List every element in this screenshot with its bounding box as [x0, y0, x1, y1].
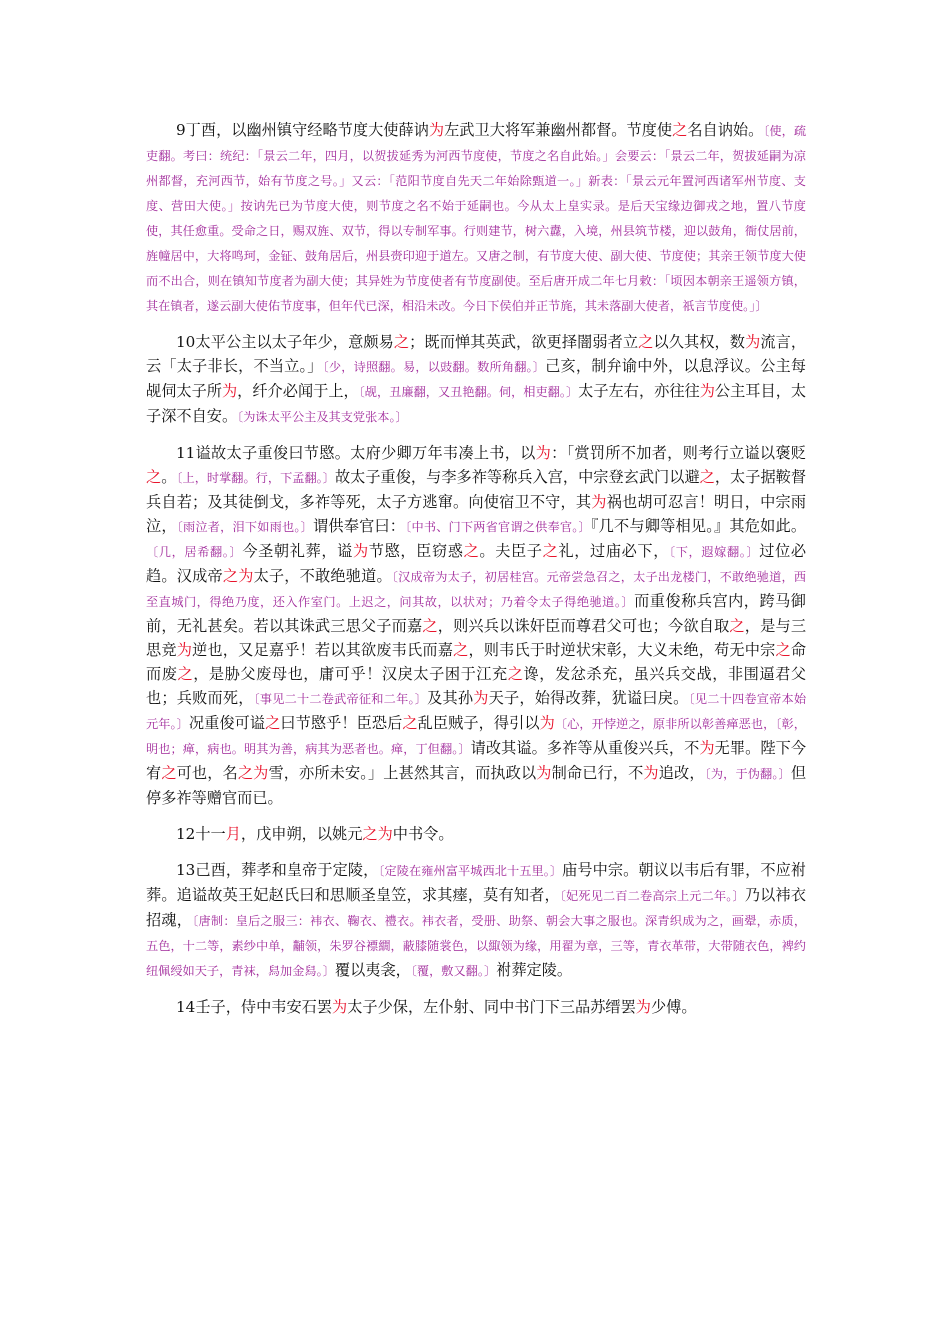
highlighted-char: 为	[428, 121, 445, 139]
main-text: 命而废	[146, 641, 807, 683]
main-text: 谗，发忿杀充，虽兴兵交战，非围逼君父也；兵败而死，	[146, 665, 807, 707]
main-text: 追改，	[658, 764, 705, 782]
highlighted-char: 之	[775, 641, 791, 659]
paragraph-p9	[146, 118, 806, 318]
highlighted-char: 为	[699, 739, 715, 757]
main-text: ，是与三思竞	[146, 617, 807, 659]
main-text: 『几不与卿等相见。』其危如此。	[590, 517, 807, 535]
highlighted-char: 之	[542, 542, 559, 560]
highlighted-char: 之为	[237, 764, 269, 782]
main-text: 己亥，制弁谕中外，以息浮议。公主每觇伺太子所	[146, 357, 806, 400]
main-text: 公主耳目，太子深不自安。	[146, 382, 807, 425]
annotation-note: 〔汉成帝为太子，初居桂宫。元帝尝急召之，太子出龙楼门，不敢绝驰道，西至直城门，得绝乃度，还入作室门。上迟之，问其故，以状对；乃着令太子得绝驰道。〕	[146, 570, 807, 609]
highlighted-char: 为	[539, 714, 555, 732]
highlighted-char: 之	[177, 665, 194, 683]
main-text: 乃以袆衣招魂，	[146, 886, 807, 929]
annotation-note: 〔下，遐嫁翻。〕	[669, 545, 760, 559]
main-text: ：「赏罚所不加者，则考行立谥以褒贬	[551, 444, 807, 462]
highlighted-char: 为	[536, 764, 552, 782]
main-text: ，太子据鞍督兵自若；及其徒倒戈，多祚等死，太子方逃窜。向使宿卫不守，其	[146, 468, 807, 511]
main-text: 9丁酉，以幽州镇守经略节度大使薛讷	[176, 121, 429, 139]
main-text: 流言，云「太子非长，不当立。」	[146, 333, 807, 375]
highlighted-char: 之	[402, 714, 418, 732]
highlighted-char: 之	[463, 542, 480, 560]
main-text: 。	[161, 468, 177, 486]
highlighted-char: 之	[393, 333, 410, 351]
main-text: 可也，名	[176, 764, 238, 782]
main-text: 13己酉，葬孝和皇帝于定陵，	[176, 861, 379, 879]
highlighted-char: 之	[422, 617, 438, 635]
main-text: 少傅。	[650, 998, 697, 1016]
main-text: 及其孙	[427, 689, 474, 707]
highlighted-char: 为	[176, 641, 193, 659]
highlighted-char: 之为	[222, 567, 254, 585]
highlighted-char: 之为	[362, 825, 393, 843]
main-text: ；既而惮其英武，欲更择闇弱者立	[409, 333, 639, 351]
main-text: ，则韦氏于时逆状宋彰，大义未绝，苟无中宗	[468, 641, 776, 659]
main-text: 左武卫大将军兼幽州都督。节度使	[444, 121, 673, 139]
annotation-note: 〔为诛太平公主及其支党张本。〕	[237, 410, 408, 424]
main-text: 况重俊可谥	[188, 714, 266, 732]
annotation-note: 〔几，居希翻。〕	[146, 545, 243, 559]
annotation-note: 〔覆，敷又翻。〕	[410, 964, 497, 978]
paragraph-p13	[146, 858, 806, 983]
main-text: 祸也胡可忍言！明日，中宗雨泣，	[146, 493, 807, 535]
annotation-note: 〔中书、门下两省官谓之供奉官。〕	[405, 520, 591, 534]
annotation-note: 〔妃死见二百二卷高宗上元二年。〕	[559, 889, 745, 903]
highlighted-char: 之	[638, 333, 654, 351]
highlighted-char: 之	[161, 764, 177, 782]
paragraph-p11	[146, 441, 806, 810]
highlighted-char: 为	[473, 689, 489, 707]
highlighted-char: 之	[672, 121, 688, 139]
main-text: 而重俊称兵宫内，跨马御前，无礼甚矣。若以其诛武三思父子而嘉	[146, 592, 806, 635]
main-text: 无罪。陛下今宥	[146, 739, 807, 782]
main-text: 10太平公主以太子年少，意颇易	[176, 333, 394, 351]
main-text: 祔葬定陵。	[496, 961, 573, 979]
highlighted-char: 为	[332, 998, 348, 1016]
annotation-note: 〔唐制：皇后之服三：袆衣、鞠衣、禮衣。袆衣者，受册、助祭、朝会大事之服也。深青织成为之，画翚，赤质，五色，十二等，素纱中单，黼领，朱罗谷褾繝，蔽膝随裳色，以緅领为缘，用翟为章，三等，青衣革带，大带随衣色，裨约纽佩绶如天子，青袜，舄加金舄。〕	[146, 914, 807, 978]
document-body	[146, 118, 806, 1031]
main-text: 乱臣贼子，得引以	[417, 714, 540, 732]
main-text: 太子，不敢绝驰道。	[253, 567, 392, 585]
annotation-note: 〔事见二十二卷武帝征和二年。〕	[253, 692, 428, 706]
main-text: 太子少保，左仆射、同中书门下三品苏缙罢	[347, 998, 636, 1016]
main-text: ，戊申朔，以姚元	[240, 825, 363, 843]
highlighted-char: 为	[699, 382, 715, 400]
main-text: 天子，始得改葬，犹谥曰戾。	[488, 689, 689, 707]
main-text: 曰节愍乎！臣恐后	[280, 714, 403, 732]
main-text: 11谥故太子重俊曰节愍。太府少卿万年韦凑上书，以	[176, 444, 536, 462]
highlighted-char: 为	[635, 998, 651, 1016]
annotation-note: 〔彰，明也；瘅，病也。明其为善，病其为恶者也。瘅，丁但翻。〕	[146, 717, 806, 756]
paragraph-p12	[146, 822, 806, 846]
main-text: 名自讷始。	[687, 121, 764, 139]
main-text: ，纤介必闻于上，	[237, 382, 359, 400]
main-text: 过位必趋。汉成帝	[146, 542, 807, 585]
main-text: 。夫臣子	[479, 542, 543, 560]
highlighted-char: 为	[591, 493, 607, 511]
main-text: 请改其谥。多祚等从重俊兴兵，不	[470, 739, 700, 757]
main-text: 制命已行，不	[551, 764, 644, 782]
main-text: 12十一	[176, 825, 226, 843]
main-text: ，是胁父废母也，庸可乎！汉戾太子困于江充	[193, 665, 508, 683]
main-text: 逆也，又足嘉乎！若以其欲废韦氏而嘉	[192, 641, 454, 659]
annotation-note: 〔定陵在雍州富平城西北十五里。〕	[378, 864, 563, 878]
main-text: 中书令。	[392, 825, 454, 843]
annotation-note: 〔雨泣者，泪下如雨也。〕	[176, 520, 313, 534]
main-text: 14壬子，侍中韦安石罢	[176, 998, 333, 1016]
highlighted-char: 之	[265, 714, 281, 732]
highlighted-char: 之	[507, 665, 524, 683]
highlighted-char: 之	[729, 617, 745, 635]
annotation-note: 〔觇，丑廉翻，又丑艳翻。伺，相吏翻。〕	[358, 385, 579, 399]
highlighted-char: 为	[535, 444, 552, 462]
main-text: 覆以夷衾，	[334, 961, 411, 979]
main-text: ，则兴兵以诛奸臣而尊君父可也；今欲自取	[437, 617, 730, 635]
highlighted-char: 为	[643, 764, 659, 782]
annotation-note: 〔见二十四卷宣帝本始元年。〕	[146, 692, 807, 731]
annotation-note: 〔心，开悖逆之，原非所以彰善瘅恶也，	[554, 717, 776, 731]
annotation-note: 〔使，疏吏翻。考曰：统纪：「景云二年，四月，以贺拔延秀为河西节度使，节度之名自此始。」会要云：「景云二年，贺拔延嗣为凉州都督，充河西节，始有节度之号。」又云：「范阳节度自先天二年始除甄道一。」新表：「景云元年置河西诸军州节度、支度、营田大使。」按讷先已为节度大使，则节度之名不始于延嗣也。今从太上皇实录。是后天宝缘边御戎之地，置八节度使，其任愈重。受命之日，赐双旌、双节，得以专制军事。行则建节，树六纛，入境，州县筑节楼，迎以鼓角，衙仗居前，旌幢居中，大将鸣珂，金钲、鼓角居后，州县赍印迎于道左。又唐之制，有节度大使、副大使、节度使；其亲王领节度大使而不出合，则在镇知节度者为副大使；其异姓为节度使者有节度副使。至后唐开成二年七月敕：「顷因本朝亲王遥领方镇，其在镇者，遂云副大使佑节度事，但年代已深，相沿未改。今日下侯伯并正节旄，其未落副大使者，祇言节度使。」〕	[146, 124, 807, 313]
main-text: 以久其权，数	[653, 333, 746, 351]
annotation-note: 〔上，时掌翻。行，下孟翻。〕	[176, 471, 335, 485]
main-text: 谓供奉官曰：	[312, 517, 406, 535]
main-text: 庙号中宗。朝议以韦后有罪，不应祔葬。追谥故英王妃赵氏曰和思顺圣皇笠，求其瘗，莫有知者，	[146, 861, 806, 904]
highlighted-char: 之	[146, 468, 162, 486]
highlighted-char: 月	[225, 825, 241, 843]
highlighted-char: 为	[745, 333, 761, 351]
paragraph-p10	[146, 330, 806, 429]
annotation-note: 〔少，诗照翻。易，以豉翻。数所角翻。〕	[322, 360, 546, 374]
highlighted-char: 为	[352, 542, 369, 560]
annotation-note: 〔为，于伪翻。〕	[704, 767, 791, 781]
main-text: 故太子重俊，与李多祚等称兵入宫，中宗登玄武门以避	[334, 468, 700, 486]
main-text: 但停多祚等赠官而已。	[146, 764, 807, 807]
highlighted-char: 之	[453, 641, 469, 659]
main-text: 太子左右，亦往往	[578, 382, 700, 400]
paragraph-p14	[146, 995, 806, 1019]
main-text: 礼，过庙必下，	[558, 542, 670, 560]
highlighted-char: 为	[221, 382, 238, 400]
main-text: 雪，亦所未安。」上甚然其言，而执政以	[268, 764, 537, 782]
main-text: 今圣朝礼葬，谥	[242, 542, 353, 560]
main-text: 节愍，臣窃惑	[368, 542, 464, 560]
highlighted-char: 之	[699, 468, 715, 486]
